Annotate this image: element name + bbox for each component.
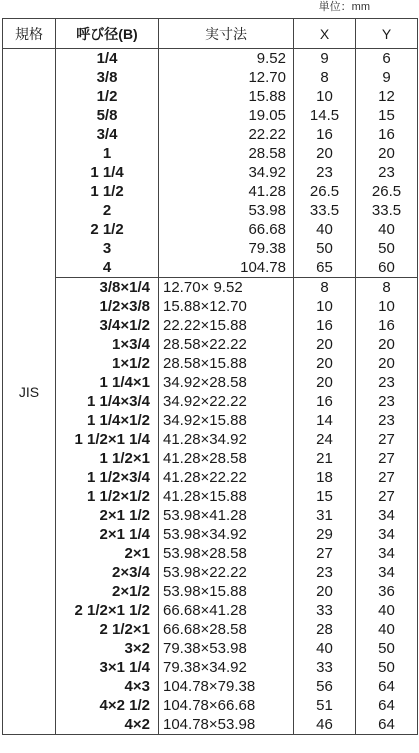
- nominal-size-cell: 2 1/2×1: [99, 621, 150, 638]
- unit-label: 単位：mm: [318, 1, 370, 13]
- x-value-cell: 23: [316, 164, 333, 181]
- nominal-size-cell: 2 1/2: [90, 221, 124, 238]
- actual-size-cell: 28.58: [248, 145, 286, 162]
- x-value-cell: 33: [316, 659, 333, 676]
- actual-size-cell: 66.68×28.58: [163, 621, 247, 638]
- y-value-cell: 34: [378, 507, 395, 524]
- group-reducing-sizes: [3, 278, 418, 735]
- x-value-cell: 16: [316, 126, 333, 143]
- nominal-size-cell: 1/2×3/8: [99, 298, 150, 315]
- x-value-cell: 31: [316, 507, 333, 524]
- nominal-size-cell: 2×1: [124, 545, 150, 562]
- y-value-cell: 64: [378, 678, 395, 695]
- y-value-cell: 23: [378, 374, 395, 391]
- nominal-size-cell: 2×1 1/4: [99, 526, 150, 543]
- nominal-size-cell: 1 1/2×1 1/4: [74, 431, 150, 448]
- x-value-cell: 51: [316, 697, 333, 714]
- y-value-cell: 40: [378, 602, 395, 619]
- nominal-size-cell: 1/2: [96, 88, 118, 105]
- actual-size-cell: 34.92×28.58: [163, 374, 247, 391]
- nominal-size-cell: 4×2 1/2: [99, 697, 150, 714]
- x-value-cell: 46: [316, 716, 333, 733]
- nominal-size-cell: 5/8: [96, 107, 118, 124]
- x-value-cell: 40: [316, 640, 333, 657]
- x-value-cell: 24: [316, 431, 333, 448]
- y-value-cell: 64: [378, 716, 395, 733]
- dimension-table: [2, 18, 418, 735]
- x-value-cell: 10: [316, 298, 333, 315]
- nominal-size-cell: 2 1/2×1 1/2: [74, 602, 150, 619]
- actual-size-cell: 53.98×41.28: [163, 507, 247, 524]
- actual-size-cell: 104.78: [240, 259, 286, 276]
- group2-actual-column: [159, 278, 294, 735]
- y-value-cell: 27: [378, 488, 395, 505]
- nominal-size-cell: 1 1/2×1/2: [87, 488, 150, 505]
- x-value-cell: 14: [316, 412, 333, 429]
- actual-size-cell: 41.28×15.88: [163, 488, 247, 505]
- y-value-cell: 8: [382, 279, 391, 296]
- x-value-cell: 27: [316, 545, 333, 562]
- x-value-cell: 20: [316, 583, 333, 600]
- actual-size-cell: 53.98×22.22: [163, 564, 247, 581]
- nominal-size-cell: 3×1 1/4: [99, 659, 150, 676]
- nominal-size-cell: 4×2: [124, 716, 150, 733]
- x-value-cell: 28: [316, 621, 333, 638]
- actual-size-cell: 66.68×41.28: [163, 602, 247, 619]
- x-value-cell: 8: [320, 279, 329, 296]
- header-standard: 規格: [3, 19, 56, 49]
- nominal-size-cell: 3/8×1/4: [99, 279, 150, 296]
- actual-size-cell: 9.52: [256, 50, 286, 67]
- y-value-cell: 12: [378, 88, 395, 105]
- y-value-cell: 10: [378, 298, 395, 315]
- actual-size-cell: 41.28×34.92: [163, 431, 247, 448]
- header-actual: 実寸法: [159, 19, 294, 49]
- y-value-cell: 20: [378, 355, 395, 372]
- group1-actual-column: [159, 49, 294, 278]
- actual-size-cell: 19.05: [248, 107, 286, 124]
- actual-size-cell: 12.70: [248, 69, 286, 86]
- x-value-cell: 16: [316, 393, 333, 410]
- nominal-size-cell: 1 1/4: [90, 164, 124, 181]
- y-value-cell: 23: [378, 393, 395, 410]
- group1-y-column: [356, 49, 418, 278]
- y-value-cell: 40: [378, 621, 395, 638]
- nominal-size-cell: 1: [102, 145, 112, 162]
- nominal-size-cell: 1 1/2: [90, 183, 124, 200]
- y-value-cell: 34: [378, 526, 395, 543]
- actual-size-cell: 22.22: [248, 126, 286, 143]
- nominal-size-cell: 1 1/4×1/2: [87, 412, 150, 429]
- actual-size-cell: 15.88: [248, 88, 286, 105]
- y-value-cell: 50: [378, 240, 395, 257]
- group2-x-column: [294, 278, 356, 735]
- x-value-cell: 29: [316, 526, 333, 543]
- header-row: [3, 19, 418, 49]
- nominal-size-cell: 3/4: [96, 126, 118, 143]
- nominal-size-cell: 2×3/4: [112, 564, 150, 581]
- nominal-size-cell: 2×1/2: [112, 583, 150, 600]
- x-value-cell: 20: [316, 374, 333, 391]
- y-value-cell: 27: [378, 469, 395, 486]
- actual-size-cell: 34.92: [248, 164, 286, 181]
- x-value-cell: 50: [316, 240, 333, 257]
- actual-size-cell: 15.88×12.70: [163, 298, 247, 315]
- y-value-cell: 16: [378, 317, 395, 334]
- nominal-size-cell: 1×1/2: [112, 355, 150, 372]
- header-nominal: 呼び径(B): [56, 19, 159, 49]
- actual-size-cell: 79.38×34.92: [163, 659, 247, 676]
- actual-size-cell: 66.68: [248, 221, 286, 238]
- y-value-cell: 26.5: [371, 183, 402, 200]
- x-value-cell: 23: [316, 564, 333, 581]
- y-value-cell: 6: [382, 50, 391, 67]
- y-value-cell: 20: [378, 145, 395, 162]
- y-value-cell: 23: [378, 412, 395, 429]
- x-value-cell: 20: [316, 145, 333, 162]
- y-value-cell: 9: [382, 69, 391, 86]
- y-value-cell: 20: [378, 336, 395, 353]
- header-y: Y: [356, 19, 418, 49]
- actual-size-cell: 34.92×15.88: [163, 412, 247, 429]
- y-value-cell: 27: [378, 431, 395, 448]
- x-value-cell: 9: [320, 50, 329, 67]
- actual-size-cell: 41.28×22.22: [163, 469, 247, 486]
- nominal-size-cell: 4×3: [124, 678, 150, 695]
- actual-size-cell: 28.58×15.88: [163, 355, 247, 372]
- x-value-cell: 15: [316, 488, 333, 505]
- y-value-cell: 50: [378, 640, 395, 657]
- nominal-size-cell: 3/4×1/2: [99, 317, 150, 334]
- nominal-size-cell: 1 1/2×3/4: [87, 469, 150, 486]
- actual-size-cell: 22.22×15.88: [163, 317, 247, 334]
- nominal-size-cell: 1×3/4: [112, 336, 150, 353]
- y-value-cell: 33.5: [371, 202, 402, 219]
- actual-size-cell: 104.78×53.98: [163, 716, 256, 733]
- x-value-cell: 14.5: [309, 107, 340, 124]
- nominal-size-cell: 1 1/4×1: [99, 374, 150, 391]
- x-value-cell: 33.5: [309, 202, 340, 219]
- nominal-size-cell: 1 1/4×3/4: [87, 393, 150, 410]
- actual-size-cell: 104.78×66.68: [163, 697, 256, 714]
- y-value-cell: 34: [378, 564, 395, 581]
- x-value-cell: 20: [316, 336, 333, 353]
- x-value-cell: 65: [316, 259, 333, 276]
- standard-cell: JIS: [3, 49, 56, 735]
- group2-nominal-column: [56, 278, 159, 735]
- nominal-size-cell: 2: [102, 202, 112, 219]
- actual-size-cell: 53.98×28.58: [163, 545, 247, 562]
- y-value-cell: 16: [378, 126, 395, 143]
- x-value-cell: 16: [316, 317, 333, 334]
- actual-size-cell: 79.38: [248, 240, 286, 257]
- x-value-cell: 33: [316, 602, 333, 619]
- header-x: X: [294, 19, 356, 49]
- nominal-size-cell: 1 1/2×1: [99, 450, 150, 467]
- actual-size-cell: 28.58×22.22: [163, 336, 247, 353]
- group-single-sizes: [3, 49, 418, 278]
- group2-y-column: [356, 278, 418, 735]
- nominal-size-cell: 1/4: [96, 50, 118, 67]
- x-value-cell: 8: [320, 69, 329, 86]
- nominal-size-cell: 3×2: [124, 640, 150, 657]
- y-value-cell: 60: [378, 259, 395, 276]
- nominal-size-cell: 3: [102, 240, 112, 257]
- y-value-cell: 50: [378, 659, 395, 676]
- x-value-cell: 56: [316, 678, 333, 695]
- nominal-size-cell: 2×1 1/2: [99, 507, 150, 524]
- y-value-cell: 64: [378, 697, 395, 714]
- actual-size-cell: 41.28: [248, 183, 286, 200]
- actual-size-cell: 53.98×15.88: [163, 583, 247, 600]
- actual-size-cell: 12.70× 9.52: [163, 279, 243, 296]
- actual-size-cell: 53.98: [248, 202, 286, 219]
- actual-size-cell: 34.92×22.22: [163, 393, 247, 410]
- actual-size-cell: 79.38×53.98: [163, 640, 247, 657]
- actual-size-cell: 53.98×34.92: [163, 526, 247, 543]
- actual-size-cell: 104.78×79.38: [163, 678, 256, 695]
- nominal-size-cell: 4: [102, 259, 112, 276]
- y-value-cell: 40: [378, 221, 395, 238]
- actual-size-cell: 41.28×28.58: [163, 450, 247, 467]
- x-value-cell: 20: [316, 355, 333, 372]
- x-value-cell: 10: [316, 88, 333, 105]
- x-value-cell: 26.5: [309, 183, 340, 200]
- x-value-cell: 40: [316, 221, 333, 238]
- x-value-cell: 18: [316, 469, 333, 486]
- y-value-cell: 36: [378, 583, 395, 600]
- nominal-size-cell: 3/8: [96, 69, 118, 86]
- x-value-cell: 21: [316, 450, 333, 467]
- y-value-cell: 27: [378, 450, 395, 467]
- y-value-cell: 23: [378, 164, 395, 181]
- y-value-cell: 15: [378, 107, 395, 124]
- group1-nominal-column: [56, 49, 159, 278]
- y-value-cell: 34: [378, 545, 395, 562]
- group1-x-column: [294, 49, 356, 278]
